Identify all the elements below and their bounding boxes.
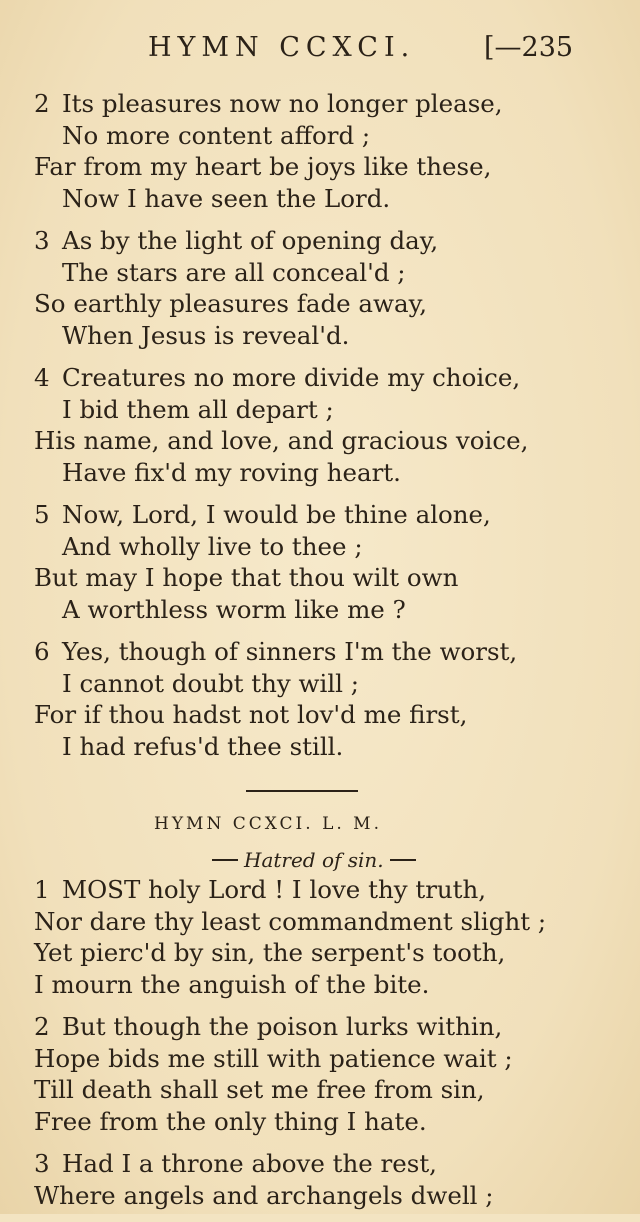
verse-line — [0, 562, 640, 594]
verse-line — [0, 499, 640, 531]
ornament-dash-right — [390, 859, 416, 861]
verse-line — [0, 668, 640, 700]
verse-text: Had I a throne above the rest, — [62, 1149, 437, 1178]
page-header — [0, 30, 640, 70]
verse-line — [0, 1011, 640, 1043]
ornament-dash-left — [212, 859, 238, 861]
stanza-number: 6 — [34, 637, 50, 666]
subtitle-text: Hatred of sin. — [244, 848, 384, 872]
stanza — [0, 225, 640, 351]
stanza — [0, 1148, 640, 1211]
verse-text: The stars are all conceal'd ; — [62, 257, 406, 287]
stanza — [0, 88, 640, 214]
verse-line — [0, 1148, 640, 1180]
hymn-subtitle — [206, 848, 640, 872]
verse-line — [0, 394, 640, 426]
verse-line — [0, 362, 640, 394]
verse-text: Creatures no more divide my choice, — [62, 363, 521, 392]
stanza-number: 2 — [34, 89, 50, 118]
verse-line — [0, 320, 640, 352]
verse-line — [0, 531, 640, 563]
verse-text: Its pleasures now no longer please, — [62, 89, 503, 118]
verse-line — [0, 1106, 640, 1138]
verse-line — [0, 257, 640, 289]
page-body — [0, 88, 640, 1222]
verse-text: MOST holy Lord ! I love thy truth, — [62, 875, 487, 904]
verse-text: Have fix'd my roving heart. — [62, 457, 401, 487]
verse-line — [0, 969, 640, 1001]
verse-line — [0, 874, 640, 906]
stanza-number: 3 — [34, 1149, 50, 1178]
stanza-number: 5 — [34, 500, 50, 529]
verse-text: Hope bids me still with patience wait ; — [34, 1043, 513, 1073]
verse-text: I bid them all depart ; — [62, 394, 334, 424]
verse-text: I mourn the anguish of the bite. — [34, 969, 430, 999]
verse-text: His name, and love, and gracious voice, — [34, 426, 529, 455]
verse-line — [0, 225, 640, 257]
stanza-number: 1 — [34, 875, 50, 904]
verse-text: When Jesus is reveal'd. — [62, 320, 350, 350]
verse-line — [0, 120, 640, 152]
verse-text: Yes, though of sinners I'm the worst, — [62, 637, 518, 666]
verse-text: But may I hope that thou wilt own — [34, 563, 459, 592]
stanza-number: 4 — [34, 363, 50, 392]
stanza — [0, 1011, 640, 1137]
verse-line — [0, 183, 640, 215]
verse-text: Now I have seen the Lord. — [62, 183, 391, 213]
verse-text: I cannot doubt thy will ; — [62, 668, 360, 698]
verse-text: As by the light of opening day, — [62, 226, 439, 255]
verse-line — [0, 1043, 640, 1075]
verse-text: But though the poison lurks within, — [62, 1012, 503, 1041]
verse-line — [0, 594, 640, 626]
stanza-number: 3 — [34, 226, 50, 255]
verse-line — [0, 151, 640, 183]
hymn-body — [0, 874, 640, 1211]
verse-line — [0, 699, 640, 731]
verse-text: So earthly pleasures fade away, — [34, 289, 427, 318]
verse-text: Free from the only thing I hate. — [34, 1106, 427, 1136]
page-number: [—235 — [484, 32, 574, 63]
verse-text: A worthless worm like me ? — [62, 594, 406, 624]
stanza — [0, 499, 640, 625]
verse-text: Nor dare thy least commandment slight ; — [34, 906, 547, 936]
verse-line — [0, 425, 640, 457]
verse-line — [0, 1074, 640, 1106]
verse-line — [0, 906, 640, 938]
verse-line — [0, 288, 640, 320]
verse-text: For if thou hadst not lov'd me first, — [34, 700, 468, 729]
verse-line — [0, 1180, 640, 1212]
running-head: HYMN CCXCI. — [148, 32, 416, 63]
verse-line — [0, 88, 640, 120]
verse-text: And wholly live to thee ; — [62, 531, 363, 561]
hymn-title: HYMN CCXCI. L. M. — [154, 814, 382, 834]
stanza — [0, 362, 640, 488]
stanza-number: 2 — [34, 1012, 50, 1041]
verse-text: Now, Lord, I would be thine alone, — [62, 500, 491, 529]
verse-text: Yet pierc'd by sin, the serpent's tooth, — [34, 938, 506, 967]
section-divider — [246, 790, 358, 792]
hymn-continued — [0, 88, 640, 762]
verse-text: Far from my heart be joys like these, — [34, 152, 492, 181]
verse-text: Till death shall set me free from sin, — [34, 1075, 485, 1104]
stanza — [0, 636, 640, 762]
verse-text: Where angels and archangels dwell ; — [34, 1180, 494, 1210]
stanza — [0, 874, 640, 1000]
verse-line — [0, 731, 640, 763]
verse-line — [0, 937, 640, 969]
verse-line — [0, 457, 640, 489]
verse-line — [0, 636, 640, 668]
verse-text: No more content afford ; — [62, 120, 371, 150]
verse-text: I had refus'd thee still. — [62, 731, 344, 761]
